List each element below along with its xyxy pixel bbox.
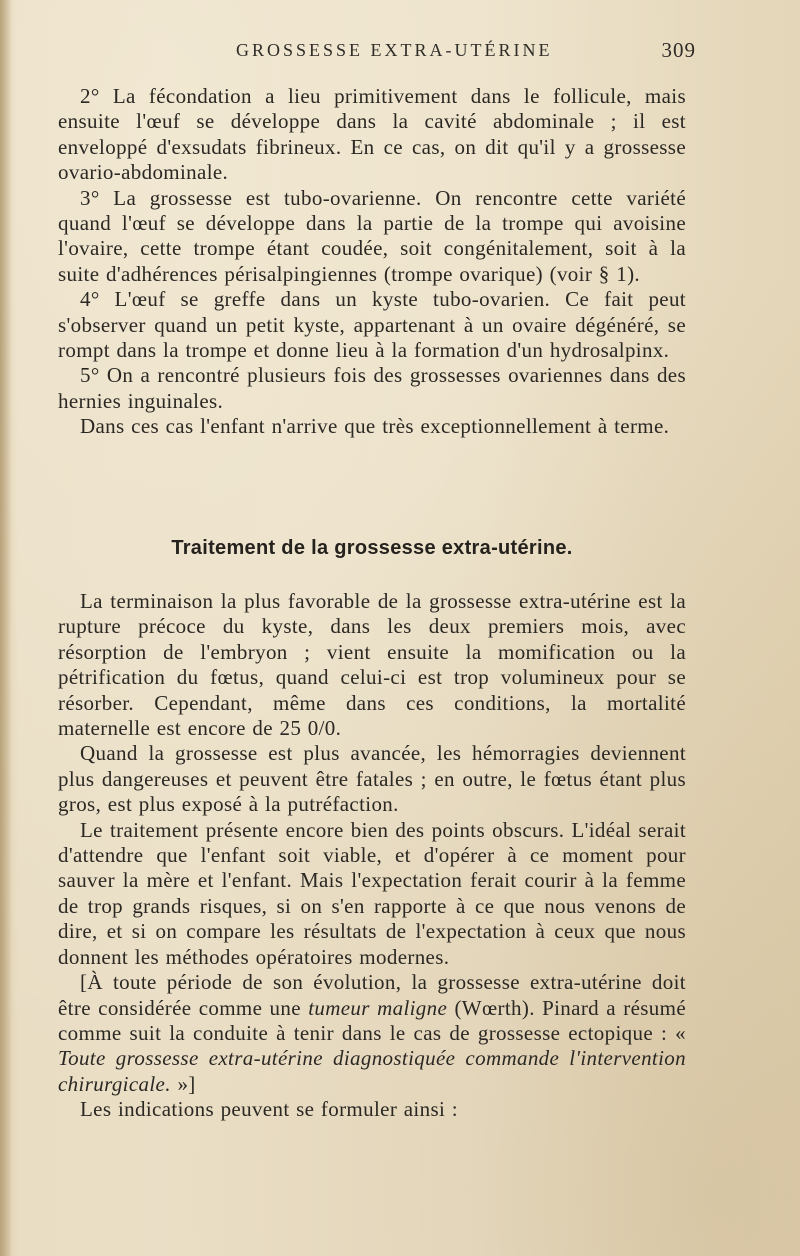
- running-title: GROSSESSE EXTRA-UTÉRINE: [236, 40, 553, 60]
- paragraph: 3° La grossesse est tubo-ovarienne. On rencontre cette variété quand l'œuf se développe dans la partie de la trompe qui avoisine l'ovaire, cette trompe étant coudée, soit congénitalement, soit à la suite d'adhérences périsalpingiennes (trompe ovarique) (voir § 1).: [58, 185, 686, 286]
- paragraph: Quand la grossesse est plus avancée, les hémorragies deviennent plus dangereuses et peuvent être fatales ; en outre, le fœtus étant plus gros, est plus exposé à la putréfaction.: [58, 741, 686, 817]
- paragraph-bracketed-note: [58, 970, 686, 1097]
- text-block-treatment: [58, 589, 686, 1123]
- paragraph: 4° L'œuf se greffe dans un kyste tubo-ovarien. Ce fait peut s'observer quand un petit kyste, appartenant à un ovaire dégénéré, se rompt dans la trompe et donne lieu à la formation d'un hydrosalpinx.: [58, 287, 686, 363]
- text-run: »]: [170, 1071, 196, 1096]
- italic-phrase: tumeur maligne: [308, 995, 448, 1020]
- text-run: (Wœrth). Pinard a résumé comme suit la conduite à tenir dans le cas de grossesse ectopique : «: [58, 995, 686, 1045]
- paragraph: Dans ces cas l'enfant n'arrive que très exceptionnellement à terme.: [80, 414, 670, 439]
- italic-quotation: Toute grossesse extra-utérine diagnostiquée commande l'intervention chirurgicale.: [58, 1046, 686, 1096]
- section-heading: Traitement de la grossesse extra-utérine.: [171, 537, 573, 559]
- page-header: [236, 38, 696, 68]
- text-block-classification: [58, 84, 686, 440]
- paragraph: 5° On a rencontré plusieurs fois des grossesses ovariennes dans des hernies inguinales.: [58, 363, 686, 413]
- paragraph: La terminaison la plus favorable de la grossesse extra-utérine est la rupture précoce du kyste, dans les deux premiers mois, avec résorption de l'embryon ; vient ensuite la momification ou la pétrification du fœtus, quand celui-ci est trop volumineux pour se résorber. Cependant, même dans ces conditions, la mortalité maternelle est encore de 25 0/0.: [58, 589, 686, 741]
- paragraph: Les indications peuvent se formuler ainsi :: [80, 1097, 458, 1122]
- paragraph: Le traitement présente encore bien des points obscurs. L'idéal serait d'attendre que l'enfant soit viable, et d'opérer à ce moment pour sauver la mère et l'enfant. Mais l'expectation ferait courir à la femme de trop grands risques, si on s'en rapporte à ce que nous venons de dire, et si on compare les résultats de l'expectation à ceux que nous donnent les méthodes opératoires modernes.: [58, 817, 686, 969]
- page-number: 309: [661, 38, 696, 62]
- page-spine-shadow: [0, 0, 12, 1256]
- paragraph: 2° La fécondation a lieu primitivement dans le follicule, mais ensuite l'œuf se développe dans la cavité abdominale ; il est enveloppé d'exsudats fibrineux. En ce cas, on dit qu'il y a grossesse ovario-abdominale.: [58, 84, 686, 185]
- text-run: [À toute période de son évolution, la grossesse extra-utérine doit être considérée comme une: [58, 970, 686, 1020]
